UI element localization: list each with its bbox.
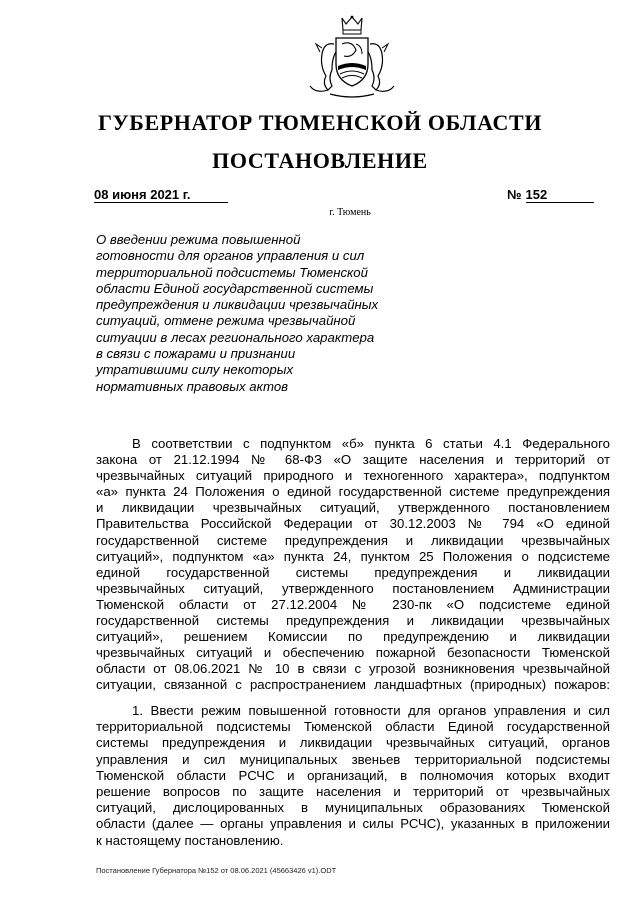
point-line: ситуаций, дислоцированных в муниципальных образованиях Тюменской [96, 800, 610, 816]
body-line: области от 08.06.2021 № 10 в связи с угрозой возникновения чрезвычайной [96, 661, 610, 677]
point-line: области (далее — органы управления и силы РСЧС), указанных в приложении [96, 816, 610, 832]
subject-line: ситуации в лесах регионального характера [96, 329, 375, 345]
point-line: территориальной подсистемы Тюменской области Единой государственной [96, 719, 610, 735]
subject-line: ситуаций, отмене режима чрезвычайной [96, 313, 356, 329]
body-line: чрезвычайных ситуаций, утвержденного постановлением Администрации [96, 580, 610, 596]
body-line: государственной системе предупреждения и ликвидации чрезвычайных [96, 532, 610, 548]
body-line: государственной системы предупреждения и ликвидации чрезвычайных [96, 613, 610, 629]
body-line: ситуации, связанной с распространением ландшафтных (природных) пожаров: [96, 677, 610, 693]
subject-line: территориальной подсистемы Тюменской [96, 264, 368, 280]
point-line: решение вопросов по защите населения и территорий от чрезвычайных [96, 784, 610, 800]
body-line: ситуаций», подпунктом «а» пункта 24, пунктом 25 Положения о подсистеме [96, 548, 610, 564]
subject-line: О введении режима повышенной [96, 232, 301, 247]
subject-line: в связи с пожарами и признании [96, 346, 296, 362]
body-line: «а» пункта 24 Положения о единой государственной системе предупреждения [96, 484, 610, 500]
body-line: ситуаций», решением Комиссии по предупреждению и ликвидации [96, 629, 610, 645]
document-subject [96, 232, 406, 395]
body-line: и ликвидации чрезвычайных ситуаций, утвержденного постановлением [96, 500, 610, 516]
body-line: единой государственной системы предупреждения и ликвидации [96, 564, 610, 580]
point-line: системы предупреждения и ликвидации чрезвычайных ситуаций, органов [96, 735, 610, 751]
subject-line: области Единой государственной системы [96, 280, 374, 296]
subject-line: готовности для органов управления и сил [96, 248, 365, 264]
body-line: Тюменской области от 27.12.2004 № 230-пк «О подсистеме единой [96, 596, 610, 612]
body-line: В соответствии с подпунктом «б» пункта 6 статьи 4.1 Федерального [132, 436, 610, 451]
coat-of-arms-drawing [296, 14, 408, 102]
body-line: Правительства Российской Федерации от 30.12.2003 № 794 «О единой [96, 516, 610, 532]
point-1-paragraph [96, 703, 610, 849]
document-number: 152 [526, 187, 594, 203]
body-line: чрезвычайных ситуаций природного и техногенного характера», подпунктом [96, 468, 610, 484]
point-line: к настоящему постановлению. [96, 832, 284, 848]
document-type-title: ПОСТАНОВЛЕНИЕ [212, 148, 428, 173]
preamble-paragraph [96, 436, 610, 694]
subject-line: утратившими силу некоторых [96, 362, 294, 378]
document-number-block [507, 187, 594, 203]
subject-line: предупреждения и ликвидации чрезвычайных [96, 297, 379, 313]
document-city: г. Тюмень [329, 207, 371, 218]
point-line: 1. Ввести режим повышенной готовности для органов управления и сил [132, 703, 610, 718]
authority-title: ГУБЕРНАТОР ТЮМЕНСКОЙ ОБЛАСТИ [97, 110, 543, 135]
body-line: закона от 21.12.1994 № 68-ФЗ «О защите населения и территорий от [96, 452, 610, 468]
subject-line: нормативных правовых актов [96, 378, 289, 394]
point-line: Тюменской области РСЧС и организаций, в полномочия которых входит [96, 767, 610, 783]
document-footer: Постановление Губернатора №152 от 08.06.2021 (45663426 v1).ODT [96, 866, 337, 875]
body-line: чрезвычайных ситуаций и обеспечению пожарной безопасности Тюменской [96, 645, 610, 661]
number-label: № [507, 187, 522, 202]
point-line: управления и сил муниципальных звеньев территориальной подсистемы [96, 751, 610, 767]
coat-of-arms-icon [296, 14, 408, 102]
document-date: 08 июня 2021 г. [94, 187, 228, 203]
